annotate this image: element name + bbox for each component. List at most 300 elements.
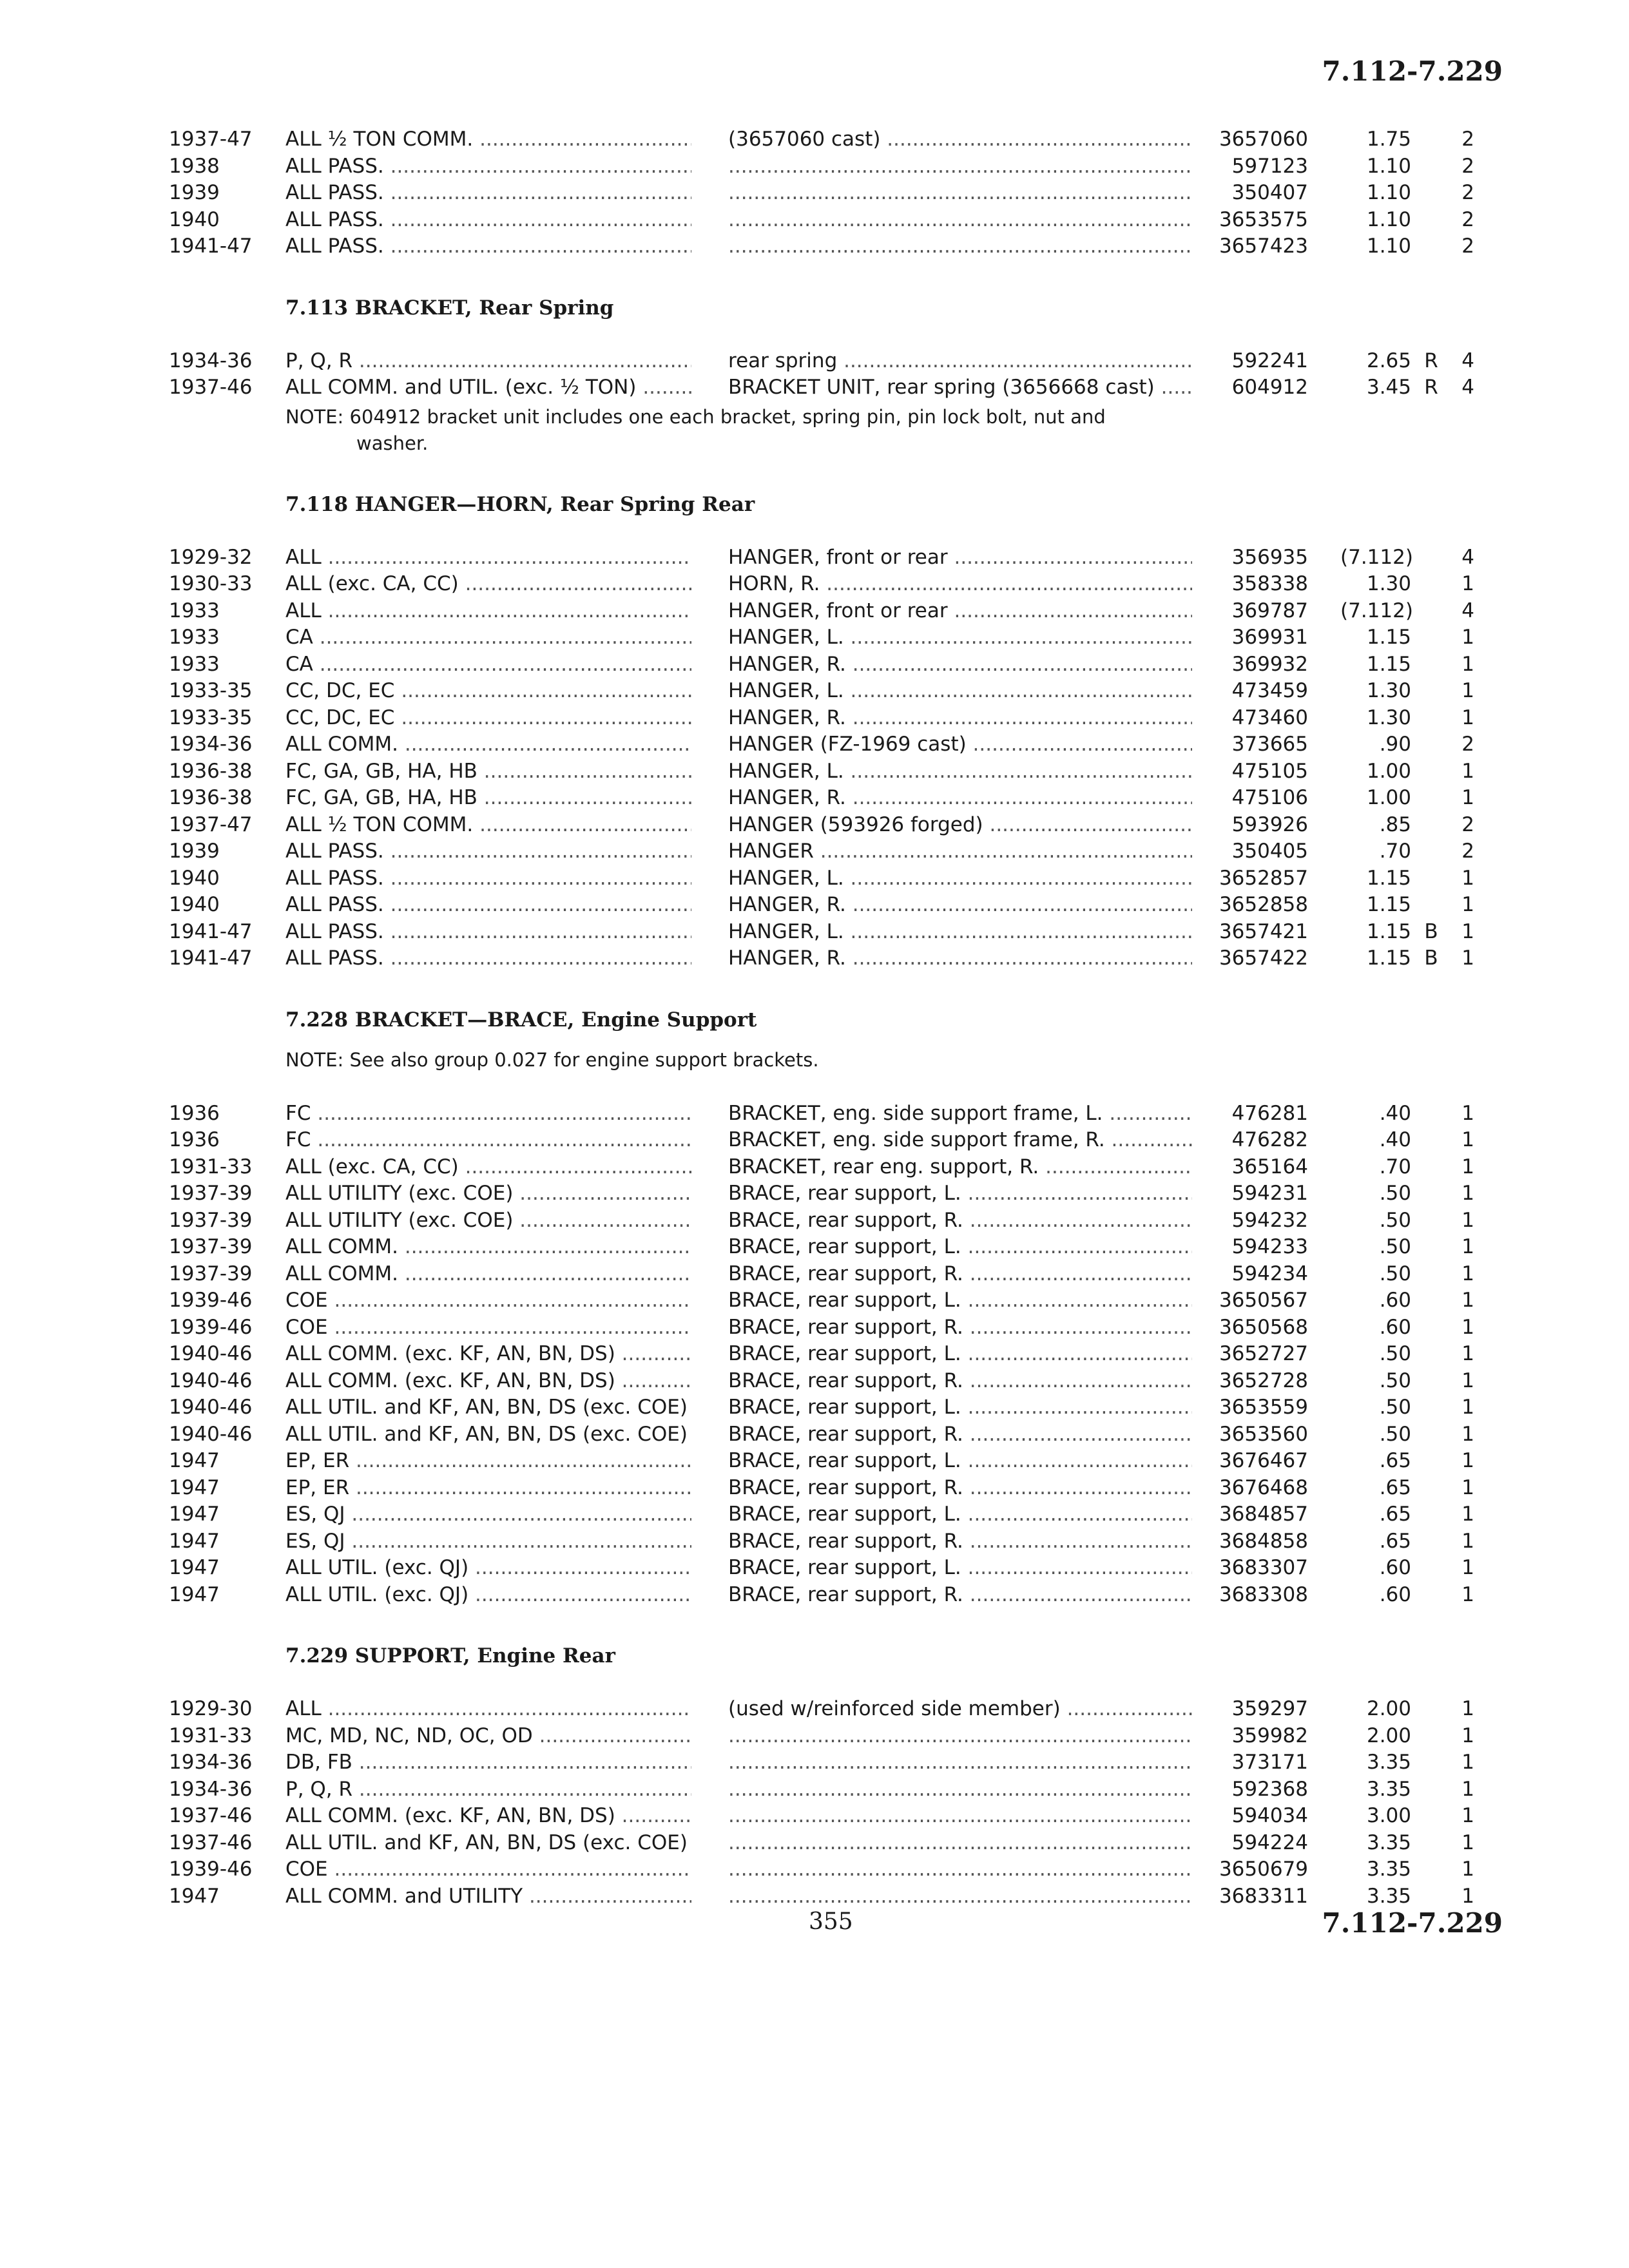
- table-row: [0, 865, 1629, 892]
- quantity-cell: 1: [1461, 1503, 1474, 1526]
- part-number-cell: 3684858: [1219, 1529, 1308, 1553]
- table-row: [0, 1749, 1629, 1776]
- price-cell: .65: [1379, 1529, 1411, 1553]
- table-row: [0, 1803, 1629, 1830]
- page-code-bottom: 7.112-7.229: [1322, 1907, 1503, 1939]
- part-number-cell: 3652857: [1219, 866, 1308, 890]
- description-cell: BRACE, rear support, L. .....: [728, 1287, 1192, 1314]
- table-row: [0, 207, 1629, 234]
- model-cell: ALL UTIL. and KF, AN, BN, DS (exc. COE) .....: [285, 1421, 691, 1448]
- part-number-cell: 365164: [1231, 1155, 1308, 1178]
- table-row: [0, 1234, 1629, 1261]
- year-cell: 1936-38: [169, 759, 253, 783]
- description-cell: [728, 1803, 1192, 1830]
- quantity-cell: 1: [1461, 1582, 1474, 1606]
- quantity-cell: 2: [1461, 733, 1474, 756]
- price-cell: .50: [1379, 1208, 1411, 1232]
- spacer: [0, 1085, 1629, 1100]
- model-cell: CA .....: [285, 651, 691, 678]
- price-cell: (7.112): [1340, 599, 1413, 622]
- year-cell: 1940-46: [169, 1396, 253, 1419]
- price-cell: 1.10: [1366, 154, 1411, 178]
- quantity-cell: 4: [1461, 599, 1474, 622]
- description-cell: [728, 207, 1192, 234]
- table-row: [0, 1883, 1629, 1910]
- quantity-cell: 1: [1461, 1289, 1474, 1312]
- year-cell: 1937-47: [169, 812, 253, 836]
- quantity-cell: 1: [1461, 947, 1474, 970]
- model-cell: ALL COMM. .....: [285, 1234, 691, 1261]
- price-cell: 1.10: [1366, 181, 1411, 204]
- part-number-cell: 3676467: [1219, 1449, 1308, 1472]
- table-row: [0, 1696, 1629, 1723]
- year-cell: 1947: [169, 1449, 220, 1472]
- description-cell: BRACE, rear support, L. .....: [728, 1234, 1192, 1261]
- year-cell: 1933: [169, 599, 220, 622]
- year-cell: 1936: [169, 1101, 220, 1125]
- model-cell: COE .....: [285, 1856, 691, 1883]
- table-row: [0, 571, 1629, 598]
- table-row: [0, 1555, 1629, 1582]
- part-number-cell: 592368: [1231, 1777, 1308, 1801]
- model-cell: FC .....: [285, 1100, 691, 1128]
- price-cell: 2.65: [1366, 349, 1411, 372]
- table-row: [0, 1582, 1629, 1609]
- model-cell: ALL (exc. CA, CC) .....: [285, 571, 691, 598]
- price-cell: 2.00: [1366, 1724, 1411, 1747]
- quantity-cell: 1: [1461, 1777, 1474, 1801]
- section-heading-text: 7.113 BRACKET, Rear Spring: [285, 296, 614, 320]
- section-heading: [0, 983, 1629, 1044]
- code-cell: R: [1424, 349, 1438, 372]
- description-cell: [728, 1856, 1192, 1883]
- model-cell: DB, FB .....: [285, 1749, 691, 1776]
- model-cell: P, Q, R .....: [285, 1776, 691, 1803]
- part-number-cell: 594234: [1231, 1262, 1308, 1285]
- year-cell: 1939-46: [169, 1858, 253, 1881]
- part-number-cell: 473460: [1231, 706, 1308, 729]
- table-row: [0, 1421, 1629, 1448]
- description-text: rear spring .....: [728, 349, 1192, 372]
- description-cell: HORN, R. .....: [728, 571, 1192, 598]
- part-number-cell: 350405: [1231, 840, 1308, 863]
- section-footnote: [285, 401, 1200, 457]
- model-cell: ALL PASS. .....: [285, 838, 691, 865]
- part-number-cell: 3652727: [1219, 1342, 1308, 1365]
- model-cell: ALL UTIL. (exc. QJ) .....: [285, 1555, 691, 1582]
- page-code-top: 7.112-7.229: [1322, 55, 1503, 87]
- price-cell: .70: [1379, 1155, 1411, 1178]
- table-row: [0, 919, 1629, 946]
- part-number-cell: 3683311: [1219, 1884, 1308, 1908]
- description-cell: HANGER, R. .....: [728, 892, 1192, 919]
- table-row: [0, 1368, 1629, 1395]
- year-cell: 1931-33: [169, 1724, 253, 1747]
- description-cell: [728, 1723, 1192, 1750]
- model-cell: ALL UTIL. and KF, AN, BN, DS (exc. COE) .....: [285, 1830, 691, 1857]
- model-cell: ALL PASS. .....: [285, 919, 691, 946]
- part-number-cell: 3657060: [1219, 128, 1308, 151]
- model-cell: ALL COMM. (exc. KF, AN, BN, DS) .....: [285, 1341, 691, 1368]
- part-number-cell: 3653575: [1219, 207, 1308, 231]
- description-cell: BRACKET, rear eng. support, R. .....: [728, 1154, 1192, 1181]
- year-cell: 1939-46: [169, 1289, 253, 1312]
- part-number-cell: 3683308: [1219, 1582, 1308, 1606]
- year-cell: 1939: [169, 181, 220, 204]
- part-number-cell: 594233: [1231, 1235, 1308, 1258]
- table-row: [0, 731, 1629, 758]
- table-row: [0, 1154, 1629, 1181]
- model-cell: CC, DC, EC .....: [285, 678, 691, 705]
- quantity-cell: 2: [1461, 235, 1474, 258]
- quantity-cell: 1: [1461, 1751, 1474, 1774]
- price-cell: .60: [1379, 1582, 1411, 1606]
- table-row: [0, 153, 1629, 180]
- table-row: [0, 1341, 1629, 1368]
- price-cell: 1.00: [1366, 759, 1411, 783]
- price-cell: .40: [1379, 1101, 1411, 1125]
- description-cell: BRACE, rear support, R. .....: [728, 1314, 1192, 1341]
- year-cell: 1936-38: [169, 786, 253, 809]
- spacer: [0, 457, 1629, 467]
- year-cell: 1933-35: [169, 679, 253, 702]
- table-row: [0, 1723, 1629, 1750]
- part-number-cell: 3684857: [1219, 1503, 1308, 1526]
- price-cell: .65: [1379, 1449, 1411, 1472]
- part-number-cell: 3676468: [1219, 1475, 1308, 1499]
- quantity-cell: 1: [1461, 1262, 1474, 1285]
- parts-section: [0, 983, 1629, 1619]
- year-cell: 1937-46: [169, 376, 253, 399]
- year-cell: 1937-39: [169, 1208, 253, 1232]
- year-cell: 1936: [169, 1128, 220, 1151]
- model-cell: FC, GA, GB, HA, HB .....: [285, 785, 691, 812]
- year-cell: 1947: [169, 1475, 220, 1499]
- part-number-cell: 3650679: [1219, 1858, 1308, 1881]
- table-row: [0, 1394, 1629, 1421]
- quantity-cell: 1: [1461, 759, 1474, 783]
- year-cell: 1941-47: [169, 947, 253, 970]
- year-cell: 1937-39: [169, 1235, 253, 1258]
- part-number-cell: 3652728: [1219, 1369, 1308, 1392]
- model-cell: ALL PASS. .....: [285, 892, 691, 919]
- table-row: [0, 1100, 1629, 1128]
- price-cell: .40: [1379, 1128, 1411, 1151]
- table-row: [0, 348, 1629, 375]
- table-row: [0, 651, 1629, 678]
- spacer: [0, 332, 1629, 348]
- table-row: [0, 233, 1629, 260]
- part-number-cell: 3657423: [1219, 235, 1308, 258]
- price-cell: .50: [1379, 1182, 1411, 1205]
- model-cell: ALL UTILITY (exc. COE) .....: [285, 1180, 691, 1207]
- year-cell: 1940: [169, 866, 220, 890]
- price-cell: .50: [1379, 1396, 1411, 1419]
- quantity-cell: 1: [1461, 652, 1474, 676]
- part-number-cell: 593926: [1231, 812, 1308, 836]
- year-cell: 1933-35: [169, 706, 253, 729]
- year-cell: 1940-46: [169, 1422, 253, 1446]
- section-note: NOTE: See also group 0.027 for engine support brackets.: [285, 1048, 819, 1071]
- year-cell: 1929-30: [169, 1697, 253, 1720]
- description-cell: HANGER, L. .....: [728, 758, 1192, 785]
- description-cell: BRACE, rear support, R. .....: [728, 1421, 1192, 1448]
- year-cell: 1941-47: [169, 235, 253, 258]
- quantity-cell: 1: [1461, 786, 1474, 809]
- quantity-cell: 1: [1461, 893, 1474, 916]
- section-heading: [0, 1619, 1629, 1680]
- part-number-cell: 350407: [1231, 181, 1308, 204]
- part-number-cell: 475105: [1231, 759, 1308, 783]
- price-cell: 1.75: [1366, 128, 1411, 151]
- table-row: [0, 1830, 1629, 1857]
- price-cell: .85: [1379, 812, 1411, 836]
- model-cell: ALL COMM. (exc. KF, AN, BN, DS) .....: [285, 1803, 691, 1830]
- quantity-cell: 1: [1461, 1369, 1474, 1392]
- year-cell: 1940: [169, 893, 220, 916]
- model-cell: EP, ER .....: [285, 1475, 691, 1502]
- quantity-cell: 2: [1461, 207, 1474, 231]
- parts-section: [0, 271, 1629, 467]
- section-heading-text: 7.229 SUPPORT, Engine Rear: [285, 1644, 615, 1667]
- quantity-cell: 1: [1461, 1396, 1474, 1419]
- description-cell: BRACE, rear support, R. .....: [728, 1528, 1192, 1555]
- description-cell: HANGER, L. .....: [728, 678, 1192, 705]
- table-row: [0, 1448, 1629, 1475]
- price-cell: .90: [1379, 733, 1411, 756]
- spacer: [0, 1608, 1629, 1619]
- spacer: [0, 1680, 1629, 1696]
- description-cell: BRACE, rear support, L. .....: [728, 1394, 1192, 1421]
- quantity-cell: 1: [1461, 1475, 1474, 1499]
- quantity-cell: 1: [1461, 1556, 1474, 1579]
- quantity-cell: 2: [1461, 128, 1474, 151]
- quantity-cell: 2: [1461, 840, 1474, 863]
- part-number-cell: 3657421: [1219, 919, 1308, 943]
- part-number-cell: 359297: [1231, 1697, 1308, 1720]
- description-cell: BRACE, rear support, R. .....: [728, 1368, 1192, 1395]
- quantity-cell: 2: [1461, 812, 1474, 836]
- model-cell: MC, MD, NC, ND, OC, OD .....: [285, 1723, 691, 1750]
- description-cell: [728, 153, 1192, 180]
- year-cell: 1930-33: [169, 572, 253, 595]
- model-cell: P, Q, R .....: [285, 348, 691, 375]
- quantity-cell: 4: [1461, 349, 1474, 372]
- year-cell: 1937-46: [169, 1831, 253, 1854]
- quantity-cell: 1: [1461, 1697, 1474, 1720]
- quantity-cell: 2: [1461, 154, 1474, 178]
- quantity-cell: 2: [1461, 181, 1474, 204]
- year-cell: 1933: [169, 626, 220, 649]
- quantity-cell: 1: [1461, 679, 1474, 702]
- model-cell: ES, QJ .....: [285, 1528, 691, 1555]
- description-cell: [728, 1883, 1192, 1910]
- table-row: [0, 624, 1629, 651]
- year-cell: 1938: [169, 154, 220, 178]
- model-cell: ALL COMM. (exc. KF, AN, BN, DS) .....: [285, 1368, 691, 1395]
- part-number-cell: 3650567: [1219, 1289, 1308, 1312]
- model-cell: ALL COMM. and UTIL. (exc. ½ TON) .....: [285, 374, 691, 401]
- year-cell: 1941-47: [169, 919, 253, 943]
- model-cell: ALL PASS. .....: [285, 180, 691, 207]
- part-number-cell: 356935: [1231, 545, 1308, 569]
- parts-section: [0, 467, 1629, 983]
- description-cell: HANGER, front or rear .....: [728, 544, 1192, 572]
- description-cell: [728, 1776, 1192, 1803]
- year-cell: 1947: [169, 1556, 220, 1579]
- description-cell: HANGER, L. .....: [728, 624, 1192, 651]
- year-cell: 1940: [169, 207, 220, 231]
- price-cell: 1.15: [1366, 866, 1411, 890]
- description-cell: BRACE, rear support, L. .....: [728, 1341, 1192, 1368]
- table-row: [0, 1261, 1629, 1288]
- section-heading-text: 7.228 BRACKET—BRACE, Engine Support: [285, 1008, 757, 1032]
- model-cell: FC, GA, GB, HA, HB .....: [285, 758, 691, 785]
- table-row: [0, 1287, 1629, 1314]
- year-cell: 1933: [169, 652, 220, 676]
- quantity-cell: 1: [1461, 1182, 1474, 1205]
- price-cell: 1.10: [1366, 207, 1411, 231]
- model-cell: ALL (exc. CA, CC) .....: [285, 1154, 691, 1181]
- model-cell: COE .....: [285, 1287, 691, 1314]
- model-cell: ALL ½ TON COMM. .....: [285, 126, 691, 153]
- year-cell: 1937-39: [169, 1262, 253, 1285]
- price-cell: 1.30: [1366, 706, 1411, 729]
- year-cell: 1937-46: [169, 1804, 253, 1827]
- code-cell: R: [1424, 376, 1438, 399]
- description-cell: HANGER, L. .....: [728, 865, 1192, 892]
- table-row: [0, 1475, 1629, 1502]
- table-row: [0, 126, 1629, 153]
- price-cell: .60: [1379, 1556, 1411, 1579]
- part-number-cell: 594034: [1231, 1804, 1308, 1827]
- part-number-cell: 3652858: [1219, 893, 1308, 916]
- table-row: [0, 598, 1629, 625]
- description-cell: [728, 1696, 1192, 1723]
- price-cell: 1.00: [1366, 786, 1411, 809]
- section-heading-text: 7.118 HANGER—HORN, Rear Spring Rear: [285, 492, 755, 516]
- price-cell: (7.112): [1340, 545, 1413, 569]
- description-cell: [728, 1830, 1192, 1857]
- quantity-cell: 1: [1461, 1831, 1474, 1854]
- price-cell: .60: [1379, 1289, 1411, 1312]
- table-row: [0, 1501, 1629, 1528]
- price-cell: 1.30: [1366, 572, 1411, 595]
- quantity-cell: 1: [1461, 1128, 1474, 1151]
- year-cell: 1934-36: [169, 1751, 253, 1774]
- spacer: [0, 972, 1629, 983]
- model-cell: ALL PASS. .....: [285, 153, 691, 180]
- table-row: [0, 838, 1629, 865]
- price-cell: 3.35: [1366, 1751, 1411, 1774]
- price-cell: 1.15: [1366, 652, 1411, 676]
- model-cell: CC, DC, EC .....: [285, 705, 691, 732]
- price-cell: 1.10: [1366, 235, 1411, 258]
- quantity-cell: 1: [1461, 919, 1474, 943]
- description-cell: HANGER, L. .....: [728, 919, 1192, 946]
- model-cell: ALL .....: [285, 1696, 691, 1723]
- price-cell: 3.35: [1366, 1831, 1411, 1854]
- quantity-cell: 4: [1461, 545, 1474, 569]
- table-row: [0, 785, 1629, 812]
- model-cell: ALL COMM. and UTILITY .....: [285, 1883, 691, 1910]
- part-number-cell: 476282: [1231, 1128, 1308, 1151]
- description-cell: HANGER (FZ-1969 cast) .....: [728, 731, 1192, 758]
- spacer: [0, 260, 1629, 271]
- part-number-cell: 359982: [1231, 1724, 1308, 1747]
- description-cell: HANGER, front or rear .....: [728, 598, 1192, 625]
- parts-list: [0, 126, 1629, 1920]
- year-cell: 1939: [169, 840, 220, 863]
- description-cell: BRACE, rear support, L. .....: [728, 1448, 1192, 1475]
- quantity-cell: 4: [1461, 376, 1474, 399]
- part-number-cell: 358338: [1231, 572, 1308, 595]
- parts-section: [0, 126, 1629, 271]
- description-cell: BRACKET, eng. side support frame, R. .....: [728, 1127, 1192, 1154]
- page-number: 355: [809, 1908, 853, 1935]
- description-cell: HANGER .....: [728, 838, 1192, 865]
- price-cell: 1.30: [1366, 679, 1411, 702]
- table-row: [0, 1856, 1629, 1883]
- quantity-cell: 1: [1461, 626, 1474, 649]
- price-cell: .50: [1379, 1369, 1411, 1392]
- year-cell: 1934-36: [169, 1777, 253, 1801]
- description-cell: BRACKET, eng. side support frame, L. .....: [728, 1100, 1192, 1128]
- year-cell: 1937-39: [169, 1182, 253, 1205]
- model-cell: ALL ½ TON COMM. .....: [285, 812, 691, 839]
- year-cell: 1934-36: [169, 349, 253, 372]
- section-heading: [0, 271, 1629, 332]
- description-text: (used w/reinforced side member) .....: [728, 1697, 1192, 1720]
- code-cell: B: [1424, 919, 1438, 943]
- footnote-line: NOTE: 604912 bracket unit includes one each bracket, spring pin, pin lock bolt, nut and: [285, 405, 1106, 428]
- section-heading: [0, 467, 1629, 529]
- part-number-cell: 3653559: [1219, 1396, 1308, 1419]
- quantity-cell: 1: [1461, 1724, 1474, 1747]
- parts-section: [0, 1619, 1629, 1920]
- description-cell: BRACE, rear support, R. .....: [728, 1582, 1192, 1609]
- table-row: [0, 1776, 1629, 1803]
- year-cell: 1947: [169, 1503, 220, 1526]
- model-cell: ALL UTILITY (exc. COE) .....: [285, 1207, 691, 1235]
- table-row: [0, 1528, 1629, 1555]
- quantity-cell: 1: [1461, 1315, 1474, 1339]
- description-text: (3657060 cast) .....: [728, 128, 1192, 151]
- model-cell: ALL COMM. .....: [285, 731, 691, 758]
- table-row: [0, 1127, 1629, 1154]
- part-number-cell: 373665: [1231, 733, 1308, 756]
- part-number-cell: 369787: [1231, 599, 1308, 622]
- price-cell: .70: [1379, 840, 1411, 863]
- part-number-cell: 604912: [1231, 376, 1308, 399]
- year-cell: 1947: [169, 1582, 220, 1606]
- price-cell: .65: [1379, 1475, 1411, 1499]
- quantity-cell: 1: [1461, 1342, 1474, 1365]
- part-number-cell: 373171: [1231, 1751, 1308, 1774]
- part-number-cell: 3683307: [1219, 1556, 1308, 1579]
- model-cell: ALL PASS. .....: [285, 945, 691, 972]
- part-number-cell: 475106: [1231, 786, 1308, 809]
- description-cell: BRACE, rear support, L. .....: [728, 1555, 1192, 1582]
- part-number-cell: 594231: [1231, 1182, 1308, 1205]
- quantity-cell: 1: [1461, 1529, 1474, 1553]
- code-cell: B: [1424, 947, 1438, 970]
- description-cell: HANGER, R. .....: [728, 785, 1192, 812]
- quantity-cell: 1: [1461, 1804, 1474, 1827]
- price-cell: .50: [1379, 1342, 1411, 1365]
- description-cell: [728, 126, 1192, 153]
- part-number-cell: 3657422: [1219, 947, 1308, 970]
